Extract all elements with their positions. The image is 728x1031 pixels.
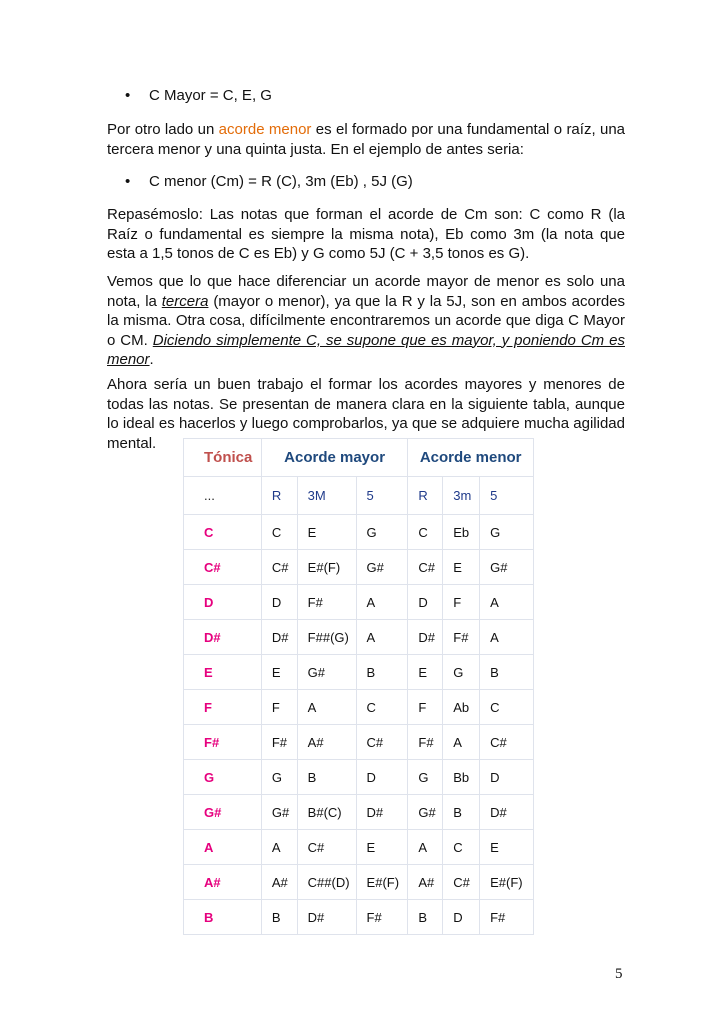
table-cell: D# xyxy=(356,795,408,830)
table-cell: G# xyxy=(408,795,443,830)
table-cell: A xyxy=(356,585,408,620)
table-cell: G# xyxy=(297,655,356,690)
table-cell: C# xyxy=(408,550,443,585)
tonica-cell: C xyxy=(184,515,262,550)
table-cell: A# xyxy=(261,865,297,900)
table-cell: G xyxy=(408,760,443,795)
tonica-cell: G# xyxy=(184,795,262,830)
table-cell: A xyxy=(408,830,443,865)
table-cell: G xyxy=(261,760,297,795)
bullet-text: C Mayor = C, E, G xyxy=(149,87,272,104)
table-cell: A# xyxy=(297,725,356,760)
table-cell: F# xyxy=(408,725,443,760)
table-cell: G# xyxy=(480,550,534,585)
table-cell: D xyxy=(480,760,534,795)
table-row xyxy=(184,725,534,760)
table-cell: E xyxy=(356,830,408,865)
paragraph-repaso: Repasémoslo: Las notas que forman el acorde de Cm son: C como R (la Raíz o fundamental es siempre la misma nota), Eb como 3m (la nota que esta a 1,5 tonos de C es Eb) y G como 5J (C + 3,5 tonos es G). xyxy=(107,206,625,262)
table-cell: C# xyxy=(356,725,408,760)
table-row xyxy=(184,620,534,655)
table-cell: B xyxy=(408,900,443,935)
table-cell: C##(D) xyxy=(297,865,356,900)
table-cell: D xyxy=(408,585,443,620)
table-row xyxy=(184,550,534,585)
table-cell: C xyxy=(261,515,297,550)
table-cell: C xyxy=(480,690,534,725)
chord-table xyxy=(183,438,534,935)
table-cell: A xyxy=(480,620,534,655)
table-cell: Bb xyxy=(443,760,480,795)
subheader-cell: 5 xyxy=(356,477,408,515)
tonica-cell: F xyxy=(184,690,262,725)
tonica-cell: A xyxy=(184,830,262,865)
table-cell: A xyxy=(356,620,408,655)
table-cell: F# xyxy=(297,585,356,620)
table-cell: A# xyxy=(408,865,443,900)
table-cell: C# xyxy=(261,550,297,585)
tonica-cell: G xyxy=(184,760,262,795)
table-cell: E#(F) xyxy=(480,865,534,900)
table-cell: G# xyxy=(261,795,297,830)
subheader-cell: 3M xyxy=(297,477,356,515)
table-subheader-row xyxy=(184,477,534,515)
table-cell: E xyxy=(297,515,356,550)
table-cell: C# xyxy=(297,830,356,865)
table-row xyxy=(184,585,534,620)
subheader-cell: R xyxy=(261,477,297,515)
highlight-acorde-menor: acorde menor xyxy=(218,121,312,138)
header-acorde-menor: Acorde menor xyxy=(408,439,534,477)
table-cell: C# xyxy=(480,725,534,760)
page-number: 5 xyxy=(615,966,623,982)
table-cell: A xyxy=(480,585,534,620)
tonica-cell: F# xyxy=(184,725,262,760)
table-cell: A xyxy=(443,725,480,760)
table-cell: D xyxy=(356,760,408,795)
table-row xyxy=(184,515,534,550)
table-cell: D# xyxy=(261,620,297,655)
bullet-item-c-mayor xyxy=(125,86,272,105)
bullet-item-c-menor xyxy=(125,172,413,191)
subheader-cell: R xyxy=(408,477,443,515)
table-cell: C# xyxy=(443,865,480,900)
table-row xyxy=(184,655,534,690)
table-cell: F# xyxy=(356,900,408,935)
table-cell: B xyxy=(443,795,480,830)
table-cell: F# xyxy=(480,900,534,935)
table-cell: E xyxy=(443,550,480,585)
table-cell: Ab xyxy=(443,690,480,725)
table-cell: F xyxy=(408,690,443,725)
table-row xyxy=(184,795,534,830)
subheader-cell: 5 xyxy=(480,477,534,515)
emphasis-rule: Diciendo simplemente C, se supone que es mayor, y poniendo Cm es menor xyxy=(107,331,625,368)
table-row xyxy=(184,865,534,900)
table-cell: F xyxy=(443,585,480,620)
emphasis-tercera: tercera xyxy=(161,292,209,310)
table-row xyxy=(184,690,534,725)
table-cell: B#(C) xyxy=(297,795,356,830)
table-cell: G xyxy=(356,515,408,550)
table-cell: E#(F) xyxy=(297,550,356,585)
paragraph-tabla-intro: Ahora sería un buen trabajo el formar los acordes mayores y menores de todas las notas. Se presentan de manera clara en la siguiente tabla, aunque lo ideal es hacerlos y luego comprobarlos, ya que se adquiere mucha agilidad mental. xyxy=(107,376,625,452)
tonica-cell: D xyxy=(184,585,262,620)
table-cell: B xyxy=(297,760,356,795)
table-cell: E xyxy=(261,655,297,690)
table-cell: C xyxy=(443,830,480,865)
table-cell: G# xyxy=(356,550,408,585)
bullet-text: C menor (Cm) = R (C), 3m (Eb) , 5J (G) xyxy=(149,173,413,190)
table-cell: D# xyxy=(297,900,356,935)
table-cell: F# xyxy=(443,620,480,655)
tonica-cell: B xyxy=(184,900,262,935)
header-tonica: Tónica xyxy=(184,439,262,477)
tonica-cell: C# xyxy=(184,550,262,585)
subheader-cell: ... xyxy=(184,477,262,515)
tonica-cell: D# xyxy=(184,620,262,655)
paragraph-tercera: Vemos que lo que hace diferenciar un acorde mayor de menor es solo una nota, la tercera (mayor o menor), ya que la R y la 5J, son en ambos acordes la misma. Otra cosa, difícilmente encontraremos un acorde que diga C Mayor o CM. Diciendo simplemente C, se supone que es mayor, y poniendo Cm es menor. xyxy=(107,273,625,368)
table-cell: E xyxy=(408,655,443,690)
table-cell: F##(G) xyxy=(297,620,356,655)
table-cell: A xyxy=(297,690,356,725)
table-row xyxy=(184,900,534,935)
table-cell: Eb xyxy=(443,515,480,550)
table-cell: C xyxy=(356,690,408,725)
header-acorde-mayor: Acorde mayor xyxy=(261,439,408,477)
table-cell: B xyxy=(480,655,534,690)
table-cell: F# xyxy=(261,725,297,760)
bullet-icon: • xyxy=(125,87,131,104)
table-cell: B xyxy=(356,655,408,690)
table-cell: D xyxy=(261,585,297,620)
table-cell: D xyxy=(443,900,480,935)
table-cell: A xyxy=(261,830,297,865)
table-cell: C xyxy=(408,515,443,550)
paragraph-acorde-menor: Por otro lado un acorde menor es el formado por una fundamental o raíz, una tercera menor y una quinta justa. En el ejemplo de antes seria: xyxy=(107,121,625,158)
tonica-cell: E xyxy=(184,655,262,690)
table-cell: G xyxy=(480,515,534,550)
table-cell: E xyxy=(480,830,534,865)
table-cell: G xyxy=(443,655,480,690)
table-cell: E#(F) xyxy=(356,865,408,900)
table-cell: D# xyxy=(480,795,534,830)
bullet-icon: • xyxy=(125,173,131,190)
table-cell: B xyxy=(261,900,297,935)
table-row xyxy=(184,760,534,795)
subheader-cell: 3m xyxy=(443,477,480,515)
table-cell: D# xyxy=(408,620,443,655)
table-cell: F xyxy=(261,690,297,725)
table-header-row xyxy=(184,439,534,477)
tonica-cell: A# xyxy=(184,865,262,900)
table-row xyxy=(184,830,534,865)
